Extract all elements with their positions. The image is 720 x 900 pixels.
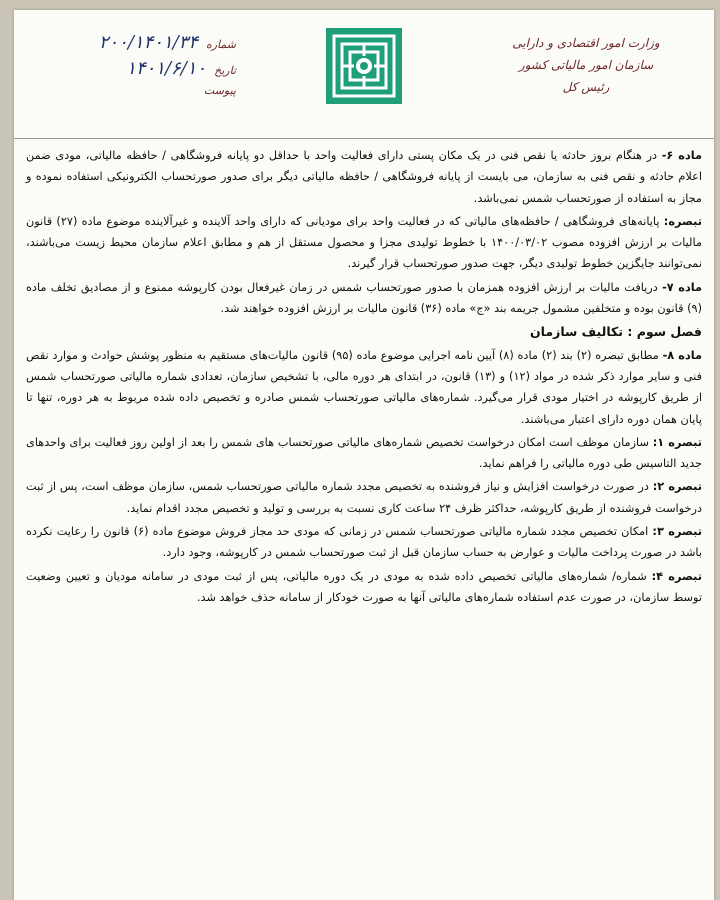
- document-body: [14, 138, 714, 900]
- ministry-name: وزارت امور اقتصادی و دارایی: [512, 36, 660, 50]
- note-title: تبصره:: [663, 214, 702, 228]
- note-2: [26, 476, 702, 519]
- article-title: ماده ۷-: [662, 280, 702, 294]
- document-page: [14, 10, 714, 900]
- letter-date: ۱۴۰۱/۶/۱۰: [126, 58, 207, 79]
- note-title: تبصره ۴:: [651, 569, 702, 583]
- note-text: پایانه‌های فروشگاهی / حافظه‌های مالیاتی که در فعالیت واحد برای مودیانی که دارای واحد آلاینده و غیرآلاینده موضوع ماده (۲۷) قانون مالیات بر ارزش افزوده مصوب ۱۴۰۰/۰۳/۰۲ با خطوط تولیدی مجزا و محصول مستقل از هم و مطابق اعلام سازمان محیط زیست می‌باشند، نمی‌توانند جایگزین خطوط تولیدی دیگر، جهت صدور صورتحساب قرار گیرند.: [26, 214, 702, 271]
- article-7: [26, 277, 702, 320]
- document-content: [14, 139, 714, 608]
- letter-number-row: [36, 32, 236, 58]
- attachment-label: پیوست: [203, 84, 236, 97]
- note-title: تبصره ۲:: [652, 480, 702, 494]
- note-text: شماره/ شماره‌های مالیاتی تخصیص داده شده به مودی در یک دوره مالیاتی، پس از ثبت مودی در سامانه مودیان و تعیین وضعیت توسط سازمان، در صورت عدم استفاده شماره‌های مالیاتی آنها به صورت خودکار از سامانه حذف خواهد شد.: [26, 569, 702, 604]
- head-title: رئیس کل: [562, 80, 610, 94]
- article-6: [26, 145, 702, 209]
- note-text: امکان تخصیص مجدد شماره مالیاتی صورتحساب شمس در زمانی که مودی حد مجاز فروش موضوع ماده (۶) قانون را رعایت نکرده باشد در صورت پرداخت مالیات و عوارض به حساب سازمان قبل از ثبت صورتحساب شمس در کارپوشه، وجود دارد.: [26, 525, 702, 560]
- note-article-6: [26, 211, 702, 275]
- note-4: [26, 566, 702, 609]
- article-title: ماده ۶-: [661, 149, 703, 162]
- attachment-row: [36, 84, 236, 110]
- tax-organization-emblem-icon: [324, 26, 404, 106]
- letter-metadata: [36, 32, 236, 110]
- chapter-heading: فصل سوم : تکالیف سازمان: [530, 324, 702, 340]
- date-label: تاریخ: [214, 64, 236, 77]
- article-8: [26, 345, 702, 430]
- ministry-heading: [486, 32, 686, 98]
- article-text: در هنگام بروز حادثه یا نقص فنی در یک مکان پستی دارای فعالیت واحد با حداقل دو پایانه فروشگاهی / حافظه مالیاتی، مودی ضمن اعلام حادثه و نقص فنی به سازمان، می بایست از پایانه فروشگاهی / حافظه مالیاتی دیگر برای صدور صورتحساب الکترونیکی استفاده نموده و مجاز به استفاده از صورتحساب شمس نمی‌باشد.: [26, 149, 702, 205]
- note-3: [26, 521, 702, 564]
- organization-name: سازمان امور مالیاتی کشور: [518, 58, 654, 72]
- note-title: تبصره ۳:: [652, 525, 702, 539]
- note-1: [26, 432, 702, 475]
- number-label: شماره: [205, 38, 236, 51]
- note-text: سازمان موظف است امکان درخواست تخصیص شماره‌های مالیاتی صورتحساب های شمس را بعد از اولین روز فعالیت برای واحدهای جدید التاسیس طی دوره مالیاتی را فراهم نماید.: [26, 435, 702, 471]
- letter-number: ۲۰۰/۱۴۰۱/۳۴: [98, 32, 198, 53]
- note-title: تبصره ۱:: [652, 435, 702, 449]
- article-text: مطابق تبصره (۲) بند (۲) ماده (۸) آیین نامه اجرایی موضوع ماده (۹۵) قانون مالیات‌های مستقیم به منظور پوشش حوادث و موارد نقص فنی و سایر موارد ذکر شده در مواد (۱۲) و (۱۳) قانون، در ابتدای هر دوره مالی، با تشخیص سازمان، تعدادی شماره مالیاتی صورتحساب شمس از طریق کارپوشه در اختیار مودی قرار می‌گیرد. شماره‌های مالیاتی صورتحساب شمس صادره و تخصیص داده شده مربوط به هر دوره، تنها تا پایان همان دوره دارای اعتبار می‌باشند.: [26, 348, 702, 426]
- letter-date-row: [36, 58, 236, 84]
- note-text: در صورت درخواست افزایش و نیاز فروشنده به تخصیص مجدد شماره مالیاتی صورتحساب شمس، سازمان موظف است، پس از ثبت درخواست فروشنده از طریق کارپوشه، حداکثر ظرف ۲۴ ساعت کاری نسبت به بررسی و تولید و تخصیص مجدد اقدام نماید.: [26, 480, 702, 515]
- letterhead: [14, 10, 714, 132]
- article-text: دریافت مالیات بر ارزش افزوده همزمان با صدور صورتحساب شمس در زمان غیرفعال بودن کارپوشه ممنوع و از مصادیق تخلف ماده (۹) قانون بوده و متخلفین مشمول جریمه بند «ج» ماده (۳۶) قانون مالیات بر ارزش افزوده خواهند شد.: [26, 280, 702, 316]
- article-title: ماده ۸-: [662, 348, 703, 362]
